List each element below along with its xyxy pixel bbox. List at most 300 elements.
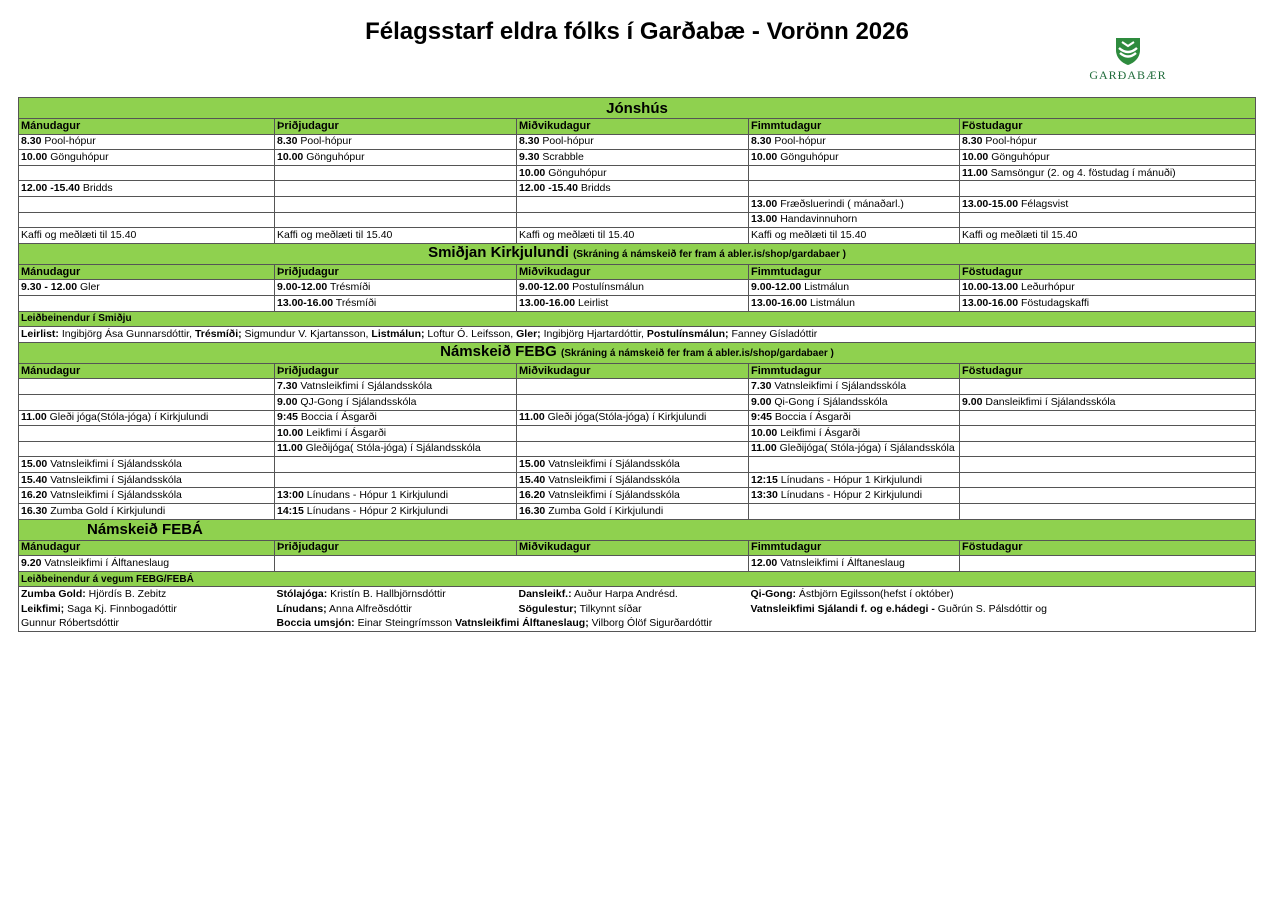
schedule-cell — [275, 379, 517, 395]
time-label: 11.00 — [962, 166, 988, 179]
schedule-cell — [749, 212, 960, 228]
schedule-cell — [517, 472, 749, 488]
schedule-cell — [19, 134, 275, 150]
time-label: 8.30 — [519, 135, 540, 148]
leader-name: Ingibjörg Hjartardóttir, — [540, 327, 647, 340]
activity-label: Leðurhópur — [1018, 281, 1075, 294]
section-title: Námskeið FEBÁ — [87, 521, 203, 539]
table-row — [19, 295, 1256, 311]
leader-name: Fanney Gísladóttir — [728, 327, 818, 340]
time-label: 9.20 — [21, 557, 42, 570]
time-label: 8.30 — [21, 135, 42, 148]
time-label: 10.00-13.00 — [962, 281, 1019, 294]
schedule-cell — [275, 556, 749, 572]
day-header: Miðvikudagur — [517, 363, 749, 379]
leader-cell — [749, 602, 1047, 617]
schedule-cell — [517, 280, 749, 296]
section-title-cell — [19, 243, 1256, 264]
activity-label: Pool-hópur — [539, 135, 594, 148]
time-label: 11.00 — [21, 411, 47, 424]
leaders-row — [19, 327, 1256, 343]
activity-label: Gler — [77, 281, 100, 294]
activity-label: Fræðsluerindi ( mánaðarl.) — [777, 197, 904, 210]
leader-cell — [19, 617, 275, 632]
leader-subject: Boccia umsjón: — [276, 617, 355, 630]
schedule-cell — [517, 394, 749, 410]
schedule-cell — [960, 457, 1256, 473]
activity-label: Handavinnuhorn — [777, 213, 858, 226]
schedule-cell — [749, 196, 960, 212]
day-header: Mánudagur — [19, 119, 275, 135]
day-header: Miðvikudagur — [517, 264, 749, 280]
schedule-cell — [19, 150, 275, 166]
schedule-cell — [749, 150, 960, 166]
time-label: 9.00-12.00 — [519, 281, 570, 294]
leader-subject: Sögulestur; — [518, 602, 577, 615]
time-label: 7.30 — [277, 380, 298, 393]
table-row — [19, 228, 1256, 244]
leaders-label-row — [19, 571, 1256, 587]
day-header: Mánudagur — [19, 264, 275, 280]
schedule-cell — [19, 410, 275, 426]
table-row — [19, 488, 1256, 504]
schedule-cell — [19, 181, 275, 197]
schedule-cell — [275, 488, 517, 504]
table-row — [19, 504, 1256, 520]
activity-label: Kaffi og meðlæti til 15.40 — [751, 228, 867, 241]
leaders-row — [19, 602, 1256, 617]
schedule-cell — [749, 472, 960, 488]
schedule-cell — [749, 280, 960, 296]
table-row — [19, 181, 1256, 197]
activity-label: Gleðijóga( Stóla-jóga) í Sjálandsskóla — [302, 442, 481, 455]
activity-label: Leikfimi í Ásgarði — [777, 426, 861, 439]
schedule-cell — [19, 280, 275, 296]
activity-label: Leikfimi í Ásgarði — [303, 426, 387, 439]
schedule-cell — [749, 410, 960, 426]
schedule-cell — [960, 280, 1256, 296]
schedule-cell — [517, 426, 749, 442]
schedule-cell — [19, 504, 275, 520]
activity-label: Listmálun — [801, 281, 850, 294]
activity-label: Línudans - Hópur 2 Kirkjulundi — [777, 489, 923, 502]
activity-label: Gleði jóga(Stóla-jóga) í Kirkjulundi — [46, 411, 209, 424]
schedule-cell — [19, 196, 275, 212]
schedule-cell — [960, 165, 1256, 181]
table-row — [19, 280, 1256, 296]
schedule-cell — [275, 181, 517, 197]
time-label: 13.00-16.00 — [277, 296, 334, 309]
schedule-cell — [517, 228, 749, 244]
schedule-cell — [275, 441, 517, 457]
schedule-cell — [19, 379, 275, 395]
activity-label: Gönguhópur — [303, 150, 365, 163]
time-label: 15.00 — [519, 458, 546, 471]
table-row — [19, 165, 1256, 181]
schedule-cell — [275, 457, 517, 473]
day-header: Föstudagur — [960, 264, 1256, 280]
leader-subject: Vatnsleikfimi Sjálandi f. og e.hádegi - — [750, 602, 935, 615]
activity-label: Vatnsleikfimi í Sjálandsskóla — [545, 489, 680, 502]
activity-label: Línudans - Hópur 1 Kirkjulundi — [777, 473, 923, 486]
activity-label: Pool-hópur — [41, 135, 96, 148]
schedule-cell — [749, 504, 960, 520]
time-label: 12.00 -15.40 — [21, 182, 80, 195]
activity-label: Qi-Gong í Sjálandsskóla — [771, 395, 888, 408]
activity-label: Bridds — [577, 182, 611, 195]
leader-subject: Listmálun; — [371, 327, 425, 340]
activity-label: Línudans - Hópur 2 Kirkjulundi — [303, 504, 449, 517]
time-label: 13.00-16.00 — [519, 296, 576, 309]
schedule-cell — [517, 212, 749, 228]
section-note: (Skráning á námskeið fer fram á abler.is/shop/gardabaer ) — [561, 348, 834, 360]
time-label: 8.30 — [751, 135, 772, 148]
schedule-cell — [517, 196, 749, 212]
schedule-cell — [749, 441, 960, 457]
gardabaer-logo — [1088, 36, 1168, 83]
activity-label: Vatnsleikfimi í Sjálandsskóla — [297, 380, 433, 393]
schedule-cell — [19, 165, 275, 181]
leader-cell — [275, 587, 517, 602]
leader-cell — [19, 587, 275, 602]
schedule-cell — [749, 426, 960, 442]
time-label: 11.00 — [751, 442, 777, 455]
day-header: Fimmtudagur — [749, 119, 960, 135]
leader-name: Guðrún S. Pálsdóttir og — [934, 602, 1047, 615]
activity-label: Boccia í Ásgarði — [772, 411, 851, 424]
leader-cell — [275, 617, 1256, 632]
table-row — [19, 410, 1256, 426]
schedule-cell — [960, 150, 1256, 166]
schedule-cell — [19, 472, 275, 488]
schedule-cell — [517, 134, 749, 150]
schedule-cell — [960, 504, 1256, 520]
schedule-cell — [275, 426, 517, 442]
table-row — [19, 556, 1256, 572]
leader-subject: Qi-Gong: — [750, 588, 796, 601]
table-row — [19, 441, 1256, 457]
schedule-cell — [275, 295, 517, 311]
activity-label: Gönguhópur — [777, 150, 839, 163]
section-header-jonshus — [19, 98, 1256, 119]
schedule-cell — [960, 379, 1256, 395]
activity-label: Vatnsleikfimi í Sjálandsskóla — [47, 458, 182, 471]
day-header: Þriðjudagur — [275, 264, 517, 280]
activity-label: Vatnsleikfimi í Sjálandsskóla — [47, 473, 182, 486]
leader-cell — [749, 587, 960, 602]
time-label: 9.00 — [277, 395, 298, 408]
activity-label: Vatnsleikfimi í Álftaneslaug — [777, 557, 905, 570]
schedule-cell — [960, 441, 1256, 457]
section-title: Námskeið FEBG — [440, 343, 557, 361]
leader-cell — [275, 602, 517, 617]
day-header-row — [19, 119, 1256, 135]
time-label: 15.40 — [21, 473, 48, 486]
schedule-cell — [19, 441, 275, 457]
activity-label: QJ-Gong í Sjálandsskóla — [297, 395, 417, 408]
time-label: 16.30 — [519, 504, 546, 517]
schedule-cell — [19, 488, 275, 504]
activity-label: Zumba Gold í Kirkjulundi — [47, 504, 166, 517]
schedule-cell — [517, 410, 749, 426]
day-header: Föstudagur — [960, 119, 1256, 135]
leaders-cell — [19, 327, 1256, 343]
time-label: 9:45 — [277, 411, 299, 424]
leader-subject: Línudans; — [276, 602, 327, 615]
activity-label: Pool-hópur — [297, 135, 352, 148]
schedule-cell — [275, 150, 517, 166]
day-header: Þriðjudagur — [275, 363, 517, 379]
schedule-cell — [19, 556, 275, 572]
time-label: 13:00 — [277, 489, 304, 502]
activity-label: Gönguhópur — [988, 150, 1050, 163]
leader-subject: Dansleikf.: — [518, 588, 572, 601]
leader-subject: Postulínsmálun; — [646, 327, 729, 340]
schedule-cell — [19, 457, 275, 473]
leader-name: Kristín B. Hallbjörnsdóttir — [327, 588, 446, 601]
time-label: 9.00-12.00 — [277, 281, 328, 294]
leaders-label: Leiðbeinendur á vegum FEBG/FEBÁ — [19, 571, 1256, 587]
day-header-row — [19, 363, 1256, 379]
table-row — [19, 196, 1256, 212]
table-row — [19, 134, 1256, 150]
table-row — [19, 379, 1256, 395]
schedule-cell — [749, 488, 960, 504]
time-label: 9.00 — [751, 395, 772, 408]
activity-label: Vatnsleikfimi í Sjálandsskóla — [545, 473, 680, 486]
time-label: 8.30 — [962, 135, 983, 148]
time-label: 15.00 — [21, 458, 48, 471]
schedule-cell — [960, 295, 1256, 311]
section-header-smidjan — [19, 243, 1256, 264]
schedule-cell — [275, 196, 517, 212]
schedule-cell — [749, 165, 960, 181]
table-row — [19, 426, 1256, 442]
schedule-cell — [19, 228, 275, 244]
table-row — [19, 150, 1256, 166]
time-label: 9.30 - 12.00 — [21, 281, 78, 294]
day-header: Þriðjudagur — [275, 119, 517, 135]
schedule-cell — [749, 394, 960, 410]
time-label: 12:15 — [751, 473, 778, 486]
activity-label: Föstudagskaffi — [1018, 296, 1090, 309]
leader-name: Vilborg Ólöf Sigurðardóttir — [588, 617, 713, 630]
section-title-cell — [19, 342, 1256, 363]
schedule-cell — [517, 488, 749, 504]
schedule-cell — [275, 228, 517, 244]
schedule-cell — [275, 504, 517, 520]
time-label: 13.00-15.00 — [962, 197, 1019, 210]
schedule-cell — [275, 134, 517, 150]
schedule-cell — [517, 504, 749, 520]
activity-label: Félagsvist — [1018, 197, 1069, 210]
day-header: Mánudagur — [19, 540, 275, 556]
time-label: 16.20 — [519, 489, 546, 502]
gardabaer-crest-icon — [1114, 36, 1142, 66]
page-title: Félagsstarf eldra fólks í Garðabæ - Vorönn 2026 — [365, 18, 909, 45]
activity-label: Samsöngur (2. og 4. föstudag í mánuði) — [987, 166, 1176, 179]
day-header: Föstudagur — [960, 540, 1256, 556]
time-label: 14:15 — [277, 504, 304, 517]
schedule-cell — [517, 165, 749, 181]
time-label: 13.00 — [751, 213, 778, 226]
activity-label: Kaffi og meðlæti til 15.40 — [962, 228, 1078, 241]
time-label: 9.00-12.00 — [751, 281, 802, 294]
activity-label: Trésmíði — [333, 296, 377, 309]
time-label: 10.00 — [519, 166, 546, 179]
leader-subject: Trésmíði; — [194, 327, 242, 340]
time-label: 10.00 — [277, 150, 304, 163]
leader-cell — [517, 587, 749, 602]
schedule-cell — [960, 134, 1256, 150]
activity-label: Scrabble — [539, 150, 584, 163]
schedule-cell — [960, 472, 1256, 488]
time-label: 16.30 — [21, 504, 48, 517]
activity-label: Gönguhópur — [545, 166, 607, 179]
time-label: 13.00-16.00 — [962, 296, 1019, 309]
schedule-cell — [960, 410, 1256, 426]
schedule-cell — [275, 472, 517, 488]
time-label: 13.00 — [751, 197, 778, 210]
schedule-cell — [517, 379, 749, 395]
leaders-row — [19, 587, 1256, 602]
leader-name: Gunnur Róbertsdóttir — [21, 617, 120, 630]
schedule-cell — [275, 212, 517, 228]
schedule-cell — [960, 228, 1256, 244]
table-row — [19, 394, 1256, 410]
table-row — [19, 472, 1256, 488]
schedule-table — [18, 97, 1256, 632]
day-header: Miðvikudagur — [517, 540, 749, 556]
day-header-row — [19, 264, 1256, 280]
day-header-row — [19, 540, 1256, 556]
activity-label: Bridds — [79, 182, 113, 195]
activity-label: Listmálun — [807, 296, 855, 309]
activity-label: Gleði jóga(Stóla-jóga) í Kirkjulundi — [544, 411, 707, 424]
leader-subject: Leikfimi; — [21, 602, 65, 615]
activity-label: Postulínsmálun — [569, 281, 644, 294]
time-label: 9:45 — [751, 411, 773, 424]
schedule-cell — [19, 295, 275, 311]
section-title-cell — [19, 98, 1256, 119]
activity-label: Gönguhópur — [47, 150, 109, 163]
activity-label: Zumba Gold í Kirkjulundi — [545, 504, 664, 517]
schedule-cell — [749, 379, 960, 395]
schedule-cell — [749, 556, 960, 572]
schedule-cell — [749, 295, 960, 311]
section-header-feba — [19, 519, 1256, 540]
schedule-cell — [275, 165, 517, 181]
schedule-cell — [517, 150, 749, 166]
schedule-cell — [960, 394, 1256, 410]
activity-label: Boccia í Ásgarði — [298, 411, 377, 424]
schedule-cell — [749, 134, 960, 150]
leader-name: Sigmundur V. Kjartansson, — [241, 327, 372, 340]
time-label: 16.20 — [21, 489, 48, 502]
time-label: 11.00 — [277, 442, 303, 455]
leaders-label-row — [19, 311, 1256, 327]
section-header-febg — [19, 342, 1256, 363]
time-label: 11.00 — [519, 411, 545, 424]
time-label: 9.00 — [962, 395, 983, 408]
table-row — [19, 212, 1256, 228]
day-header: Fimmtudagur — [749, 363, 960, 379]
activity-label: Pool-hópur — [982, 135, 1037, 148]
activity-label: Vatnsleikfimi í Álftaneslaug — [41, 557, 170, 570]
schedule-cell — [19, 212, 275, 228]
activity-label: Gleðijóga( Stóla-jóga) í Sjálandsskóla — [776, 442, 955, 455]
leaders-row — [19, 617, 1256, 632]
activity-label: Leirlist — [575, 296, 609, 309]
schedule-cell — [19, 394, 275, 410]
leader-name: Anna Alfreðsdóttir — [326, 602, 412, 615]
day-header: Fimmtudagur — [749, 540, 960, 556]
day-header: Mánudagur — [19, 363, 275, 379]
schedule-cell — [749, 228, 960, 244]
time-label: 12.00 — [751, 557, 778, 570]
schedule-cell — [749, 181, 960, 197]
table-row — [19, 457, 1256, 473]
leader-name: Auður Harpa Andrésd. — [571, 588, 678, 601]
schedule-cell — [960, 212, 1256, 228]
leader-subject: Zumba Gold: — [21, 588, 86, 601]
day-header: Þriðjudagur — [275, 540, 517, 556]
time-label: 9.30 — [519, 150, 540, 163]
time-label: 10.00 — [277, 426, 304, 439]
leader-name: Saga Kj. Finnbogadóttir — [64, 602, 177, 615]
leader-name: Loftur Ó. Leifsson, — [424, 327, 517, 340]
section-title: Smiðjan Kirkjulundi — [428, 244, 569, 262]
time-label: 8.30 — [277, 135, 298, 148]
section-title: Jónshús — [606, 99, 668, 117]
leader-cell — [517, 602, 749, 617]
schedule-cell — [517, 441, 749, 457]
leader-name: Hjördís B. Zebitz — [85, 588, 167, 601]
leader-subject: Vatnsleikfimi Álftaneslaug; — [455, 617, 589, 630]
activity-label: Kaffi og meðlæti til 15.40 — [21, 228, 137, 241]
time-label: 10.00 — [751, 150, 778, 163]
activity-label: Vatnsleikfimi í Sjálandsskóla — [771, 380, 907, 393]
day-header: Föstudagur — [960, 363, 1256, 379]
logo-text: GARÐABÆR — [1089, 68, 1167, 82]
schedule-cell — [960, 488, 1256, 504]
time-label: 10.00 — [21, 150, 48, 163]
schedule-cell — [960, 556, 1256, 572]
schedule-cell — [275, 410, 517, 426]
leader-name: Ingibjörg Ása Gunnarsdóttir, — [58, 327, 195, 340]
time-label: 15.40 — [519, 473, 546, 486]
leader-subject: Stólajóga: — [276, 588, 328, 601]
day-header: Fimmtudagur — [749, 264, 960, 280]
schedule-cell — [517, 295, 749, 311]
section-note: (Skráning á námskeið fer fram á abler.is/shop/gardabaer ) — [573, 249, 846, 261]
activity-label: Línudans - Hópur 1 Kirkjulundi — [303, 489, 449, 502]
activity-label: Dansleikfimi í Sjálandsskóla — [982, 395, 1116, 408]
leader-subject: Gler; — [516, 327, 541, 340]
leader-cell — [19, 602, 275, 617]
time-label: 7.30 — [751, 380, 772, 393]
leader-cell — [960, 587, 1256, 602]
schedule-cell — [275, 394, 517, 410]
activity-label: Pool-hópur — [771, 135, 826, 148]
schedule-cell — [960, 181, 1256, 197]
leader-name: Einar Steingrímsson — [354, 617, 456, 630]
activity-label: Kaffi og meðlæti til 15.40 — [519, 228, 635, 241]
schedule-cell — [517, 457, 749, 473]
schedule-cell — [960, 196, 1256, 212]
activity-label: Kaffi og meðlæti til 15.40 — [277, 228, 393, 241]
activity-label: Trésmíði — [327, 281, 371, 294]
